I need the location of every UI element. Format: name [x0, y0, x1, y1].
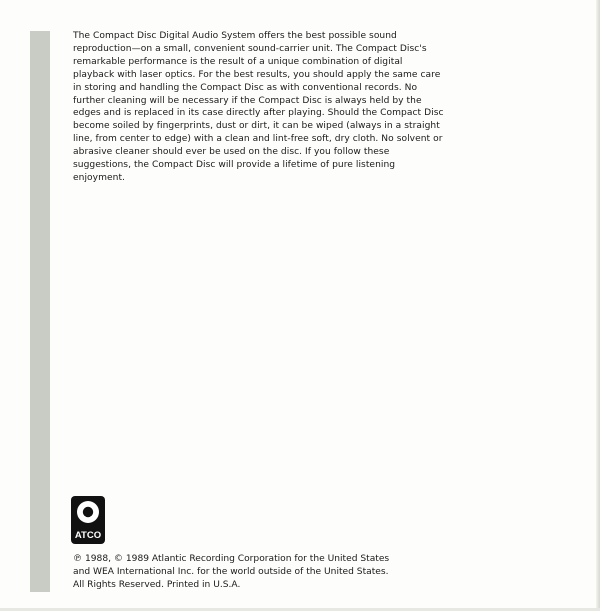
compact-disc-care-text: The Compact Disc Digital Audio System offers the best possible sound reproduction—on a small, convenient sound-carrier unit. The Compact Disc's remarkable performance is the result of a unique combination of digital playback with laser optics. For the best results, you should apply the same care in storing and handling the Compact Disc as with conventional records. No further cleaning will be necessary if the Compact Disc is always held by the edges and is replaced in its case directly after playing. Should the Compact Disc become soiled by fingerprints, dust or dirt, it can be wiped (always in a straight line, from center to edge) with a clean and lint-free soft, dry cloth. No solvent or abrasive cleaner should ever be used on the disc. If you follow these suggestions, the Compact Disc will provide a lifetime of pure listening enjoyment. — [73, 31, 444, 183]
atco-logo-text: ATCO — [74, 530, 102, 541]
gray-side-strip — [30, 31, 50, 592]
page-right-edge — [596, 0, 600, 611]
copyright-notice — [73, 553, 453, 593]
copyright-line-3: All Rights Reserved. Printed in U.S.A. — [73, 580, 241, 591]
copyright-line-2: and WEA International Inc. for the world outside of the United States. — [73, 567, 389, 578]
copyright-line-1: ℗ 1988, © 1989 Atlantic Recording Corporation for the United States — [73, 554, 390, 564]
atco-logo-icon — [71, 496, 105, 544]
